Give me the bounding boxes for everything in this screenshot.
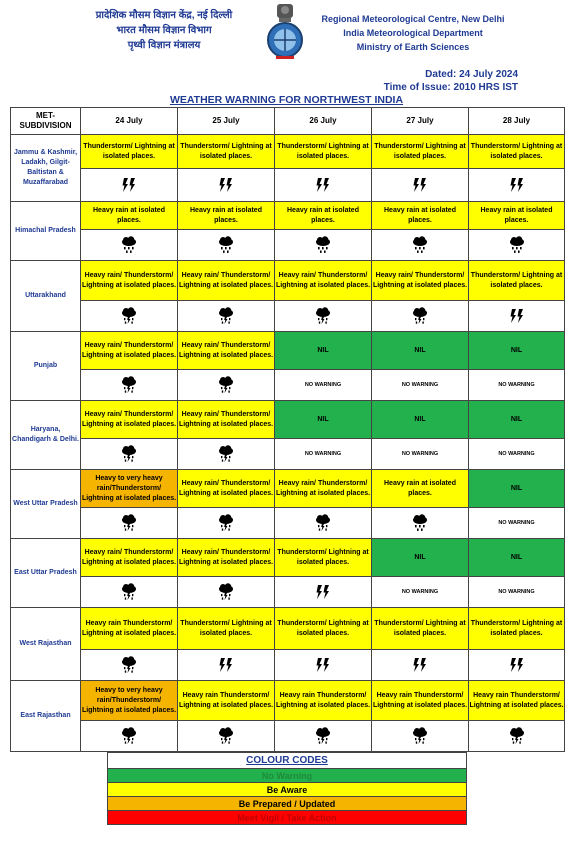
lightning-icon [216,175,236,195]
no-warning-note: NO WARNING [469,508,565,539]
no-warning-note: NO WARNING [469,577,565,608]
warning-icon-cell [178,169,275,202]
lightning-icon [410,175,430,195]
lightning-icon [119,175,139,195]
legend-title: COLOUR CODES [108,753,467,769]
thunder-rain-icon [119,582,139,602]
warning-text-cell: Thunderstorm/ Lightning at isolated places. [469,608,565,650]
thunder-rain-icon [216,444,236,464]
legend-take-action: Meet Vigil / Take Action [108,811,467,825]
hindi-line: पृथ्वी विज्ञान मंत्रालय [127,40,201,51]
warning-text-cell: NIL [275,332,372,370]
day-header: 26 July [275,108,372,135]
table-row [11,261,565,301]
warning-text-cell: Heavy rain Thunderstorm/ Lightning at isolated places. [178,681,275,721]
national-emblem-icon [262,2,308,60]
warning-text-cell: NIL [275,401,372,439]
legend-be-prepared: Be Prepared / Updated [108,797,467,811]
warning-icon-cell [469,301,565,332]
table-row [11,508,565,539]
table-row [11,202,565,230]
thunder-rain-icon [119,655,139,675]
warning-icon-cell [81,577,178,608]
lightning-icon [410,655,430,675]
warning-text-cell: NIL [469,401,565,439]
lightning-icon [216,655,236,675]
warning-text-cell: Thunderstorm/ Lightning at isolated places. [372,135,469,169]
thunder-rain-icon [410,726,430,746]
thunder-rain-icon [216,375,236,395]
subdivision-name: Uttarakhand [11,261,81,332]
warning-icon-cell [81,439,178,470]
warning-text-cell: Heavy rain/ Thunderstorm/ Lightning at isolated places. [275,470,372,508]
warning-text-cell: Heavy rain/ Thunderstorm/ Lightning at isolated places. [81,332,178,370]
warning-icon-cell [275,508,372,539]
subdivision-name: West Rajasthan [11,608,81,681]
table-row [11,230,565,261]
rain-cloud-icon [313,235,333,255]
warning-text-cell: Heavy rain at isolated places. [81,202,178,230]
warning-text-cell: Thunderstorm/ Lightning at isolated places. [275,135,372,169]
warning-text-cell: Thunderstorm/ Lightning at isolated places. [469,261,565,301]
warning-table [10,107,565,752]
rain-cloud-icon [119,235,139,255]
table-row [11,608,565,650]
subdivision-name: East Rajasthan [11,681,81,752]
warning-text-cell: Thunderstorm/ Lightning at isolated places. [178,135,275,169]
warning-text-cell: Heavy rain at isolated places. [469,202,565,230]
warning-text-cell: Heavy rain/ Thunderstorm/ Lightning at isolated places. [81,539,178,577]
table-row [11,332,565,370]
warning-icon-cell [178,577,275,608]
warning-icon-cell [275,721,372,752]
english-line: Regional Meteorological Centre, New Delhi [321,14,505,24]
warning-text-cell: Heavy rain Thunderstorm/ Lightning at isolated places. [275,681,372,721]
thunder-rain-icon [410,306,430,326]
warning-icon-cell [372,508,469,539]
warning-icon-cell [372,230,469,261]
lightning-icon [313,175,333,195]
warning-text-cell: Heavy rain/ Thunderstorm/ Lightning at isolated places. [178,539,275,577]
warning-icon-cell [81,370,178,401]
warning-text-cell: Heavy rain at isolated places. [372,202,469,230]
warning-icon-cell [81,169,178,202]
warning-icon-cell [178,301,275,332]
no-warning-note: NO WARNING [372,577,469,608]
warning-icon-cell [372,301,469,332]
day-header: 24 July [81,108,178,135]
header-hindi [76,8,252,53]
warning-icon-cell [81,230,178,261]
no-warning-note: NO WARNING [275,439,372,470]
warning-icon-cell [275,169,372,202]
lightning-icon [313,655,333,675]
rain-cloud-icon [216,235,236,255]
warning-icon-cell [469,650,565,681]
thunder-rain-icon [216,726,236,746]
warning-text-cell: Heavy rain/ Thunderstorm/ Lightning at isolated places. [178,261,275,301]
issue-time-text: Time of Issue: 2010 HRS IST [383,82,518,93]
warning-icon-cell [469,169,565,202]
warning-text-cell: Heavy rain/ Thunderstorm/ Lightning at isolated places. [275,261,372,301]
warning-icon-cell [178,650,275,681]
warning-text-cell: Heavy rain Thunderstorm/ Lightning at isolated places. [81,608,178,650]
subdivision-name: Himachal Pradesh [11,202,81,261]
warning-text-cell: Thunderstorm/ Lightning at isolated places. [275,539,372,577]
warning-icon-cell [81,301,178,332]
warning-text-cell: Heavy rain/ Thunderstorm/ Lightning at isolated places. [372,261,469,301]
table-row [11,470,565,508]
warning-text-cell: NIL [372,539,469,577]
warning-icon-cell [275,230,372,261]
warning-text-cell: Heavy to very heavy rain/Thunderstorm/ Lightning at isolated places. [81,470,178,508]
warning-icon-cell [275,577,372,608]
warning-icon-cell [81,721,178,752]
lightning-icon [507,655,527,675]
warning-text-cell: Thunderstorm/ Lightning at isolated places. [372,608,469,650]
warning-icon-cell [469,230,565,261]
warning-text-cell: Heavy rain Thunderstorm/ Lightning at isolated places. [372,681,469,721]
table-header-row [11,108,565,135]
warning-text-cell: Thunderstorm/ Lightning at isolated places. [178,608,275,650]
thunder-rain-icon [119,513,139,533]
warning-icon-cell [275,650,372,681]
warning-icon-cell [178,230,275,261]
subdivision-name: Jammu & Kashmir, Ladakh, Gilgit-Baltistan & Muzaffarabad [11,135,81,202]
warning-icon-cell [81,650,178,681]
warning-icon-cell [178,439,275,470]
lightning-icon [507,175,527,195]
warning-text-cell: NIL [372,401,469,439]
warning-icon-cell [178,370,275,401]
table-row [11,135,565,169]
legend-be-aware: Be Aware [108,783,467,797]
lightning-icon [313,582,333,602]
warning-text-cell: Heavy rain/ Thunderstorm/ Lightning at isolated places. [178,332,275,370]
thunder-rain-icon [216,306,236,326]
no-warning-note: NO WARNING [372,370,469,401]
warning-text-cell: Thunderstorm/ Lightning at isolated places. [469,135,565,169]
no-warning-note: NO WARNING [469,439,565,470]
warning-icon-cell [372,721,469,752]
warning-text-cell: NIL [469,539,565,577]
rain-cloud-icon [410,513,430,533]
thunder-rain-icon [119,375,139,395]
warning-icon-cell [81,508,178,539]
warning-text-cell: Heavy rain/ Thunderstorm/ Lightning at isolated places. [81,401,178,439]
legend-no-warning: No Warning [108,769,467,783]
warning-text-cell: Heavy rain at isolated places. [275,202,372,230]
warning-icon-cell [178,721,275,752]
warning-text-cell: Heavy rain Thunderstorm/ Lightning at isolated places. [469,681,565,721]
day-header: 27 July [372,108,469,135]
warning-icon-cell [469,721,565,752]
warning-text-cell: Heavy rain at isolated places. [372,470,469,508]
table-row [11,577,565,608]
warning-text-cell: Heavy to very heavy rain/Thunderstorm/ Lightning at isolated places. [81,681,178,721]
no-warning-note: NO WARNING [469,370,565,401]
thunder-rain-icon [216,513,236,533]
thunder-rain-icon [313,726,333,746]
header-english [318,12,508,54]
issue-info [330,68,518,94]
thunder-rain-icon [313,306,333,326]
thunder-rain-icon [119,726,139,746]
thunder-rain-icon [119,444,139,464]
warning-icon-cell [372,650,469,681]
hindi-line: प्रादेशिक मौसम विज्ञान केंद्र, नई दिल्ली [95,10,233,21]
table-row [11,439,565,470]
day-header: 25 July [178,108,275,135]
colour-codes-legend [107,752,467,825]
table-row [11,539,565,577]
dated-text: Dated: 24 July 2024 [425,69,518,80]
warning-text-cell: NIL [372,332,469,370]
warning-text-cell: Thunderstorm/ Lightning at isolated places. [81,135,178,169]
warning-text-cell: Heavy rain/ Thunderstorm/ Lightning at isolated places. [178,401,275,439]
table-row [11,169,565,202]
table-row [11,370,565,401]
table-row [11,681,565,721]
rain-cloud-icon [507,235,527,255]
thunder-rain-icon [313,513,333,533]
warning-text-cell: NIL [469,332,565,370]
subdivision-name: West Uttar Pradesh [11,470,81,539]
warning-text-cell: Heavy rain/ Thunderstorm/ Lightning at isolated places. [178,470,275,508]
thunder-rain-icon [216,582,236,602]
warning-icon-cell [178,508,275,539]
thunder-rain-icon [119,306,139,326]
warning-text-cell: NIL [469,470,565,508]
subdivision-header: MET-SUBDIVISION [11,108,81,135]
lightning-icon [507,306,527,326]
hindi-line: भारत मौसम विज्ञान विभाग [116,25,212,36]
warning-text-cell: Thunderstorm/ Lightning at isolated places. [275,608,372,650]
no-warning-note: NO WARNING [275,370,372,401]
english-line: India Meteorological Department [343,28,483,38]
rain-cloud-icon [410,235,430,255]
warning-text-cell: Heavy rain at isolated places. [178,202,275,230]
warning-icon-cell [372,169,469,202]
table-row [11,301,565,332]
warning-text-cell: Heavy rain/ Thunderstorm/ Lightning at isolated places. [81,261,178,301]
no-warning-note: NO WARNING [372,439,469,470]
table-row [11,401,565,439]
day-header: 28 July [469,108,565,135]
page-title: WEATHER WARNING FOR NORTHWEST INDIA [169,94,404,106]
subdivision-name: Punjab [11,332,81,401]
subdivision-name: East Uttar Pradesh [11,539,81,608]
table-row [11,721,565,752]
table-row [11,650,565,681]
subdivision-name: Haryana, Chandigarh & Delhi. [11,401,81,470]
english-line: Ministry of Earth Sciences [356,42,470,52]
thunder-rain-icon [507,726,527,746]
warning-icon-cell [275,301,372,332]
